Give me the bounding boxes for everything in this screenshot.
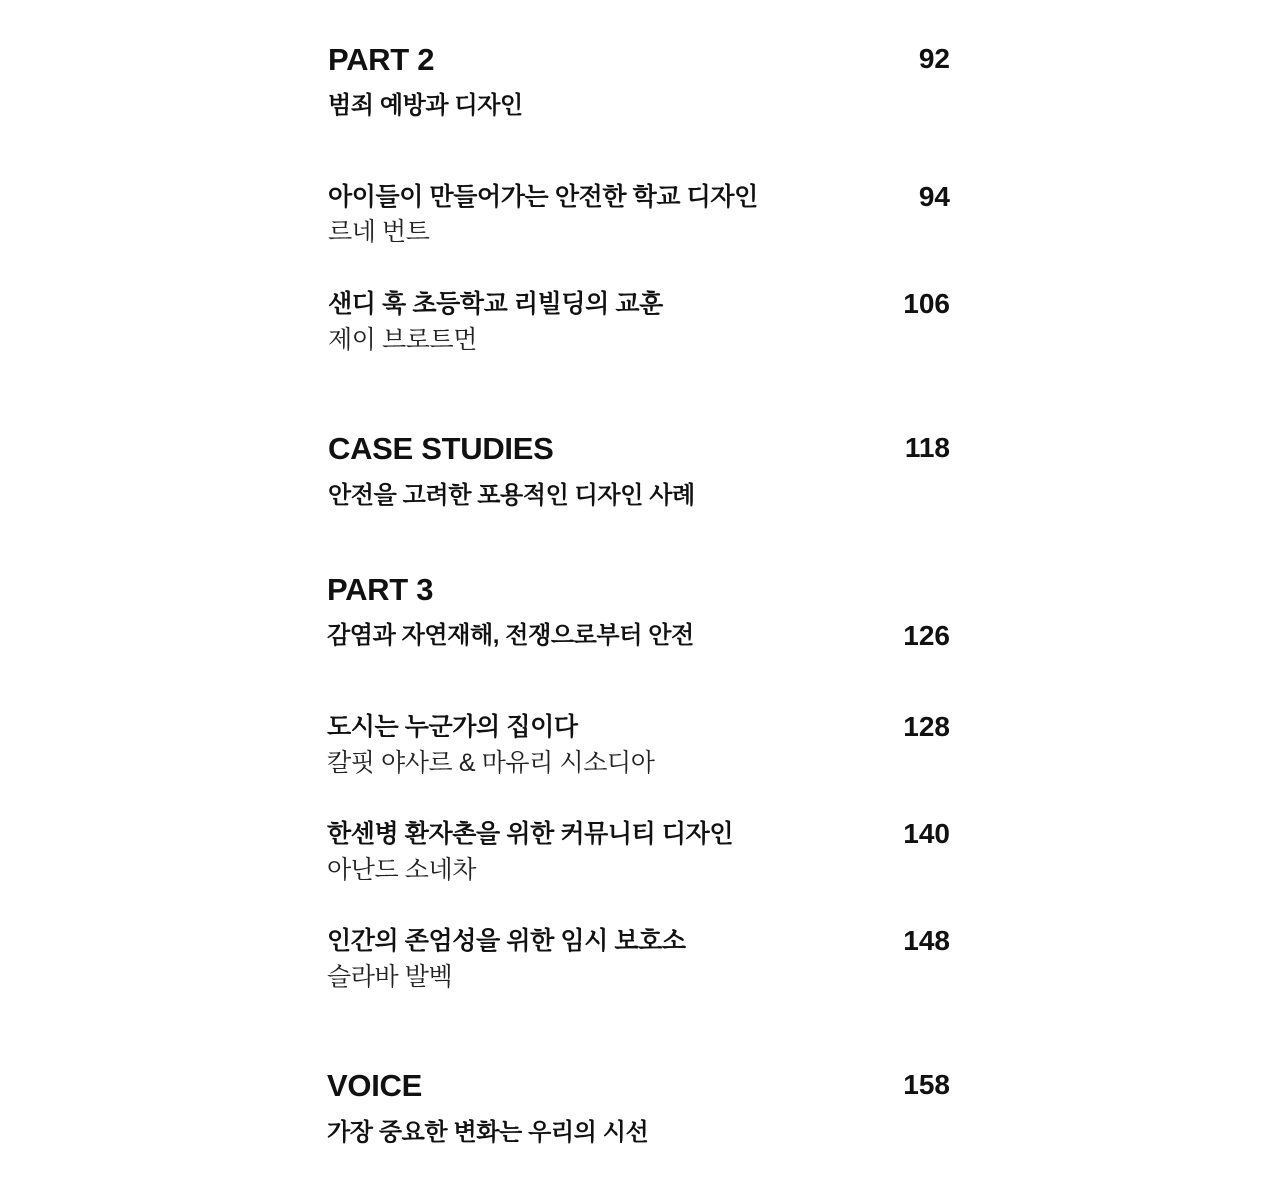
section-subtitle: 가장 중요한 변화는 우리의 시선 (327, 1119, 649, 1146)
article-page-number: 140 (903, 818, 950, 849)
section-title: PART 3 (327, 572, 434, 607)
article-title: 아이들이 만들어가는 안전한 학교 디자인 (328, 183, 758, 211)
article-page-number: 128 (903, 711, 950, 742)
article-author: 칼핏 야사르 & 마유리 시소디아 (327, 749, 655, 777)
section-subtitle: 범죄 예방과 디자인 (328, 92, 523, 119)
section-subtitle: 감염과 자연재해, 전쟁으로부터 안전 (327, 622, 694, 649)
article-page-number: 106 (903, 288, 950, 319)
section-title: CASE STUDIES (328, 431, 554, 466)
article-title: 도시는 누군가의 집이다 (327, 713, 578, 741)
section-title: VOICE (327, 1068, 422, 1103)
article-author: 르네 번트 (328, 218, 430, 246)
article-author: 슬라바 발벡 (327, 963, 453, 991)
section-title: PART 2 (328, 42, 435, 77)
article-page-number: 148 (903, 925, 950, 956)
section-subtitle: 안전을 고려한 포용적인 디자인 사례 (328, 482, 695, 509)
article-title: 인간의 존엄성을 위한 임시 보호소 (327, 927, 686, 955)
section-page-number: 92 (918, 43, 950, 74)
section-page-number: 158 (903, 1069, 950, 1100)
section-page-number: 126 (903, 620, 950, 651)
section-page-number: 118 (904, 432, 950, 463)
article-title: 샌디 훅 초등학교 리빌딩의 교훈 (328, 290, 663, 318)
article-author: 제이 브로트먼 (328, 326, 478, 354)
article-page-number: 94 (918, 181, 950, 212)
article-author: 아난드 소네차 (327, 856, 477, 884)
article-title: 한센병 환자촌을 위한 커뮤니티 디자인 (327, 820, 734, 848)
